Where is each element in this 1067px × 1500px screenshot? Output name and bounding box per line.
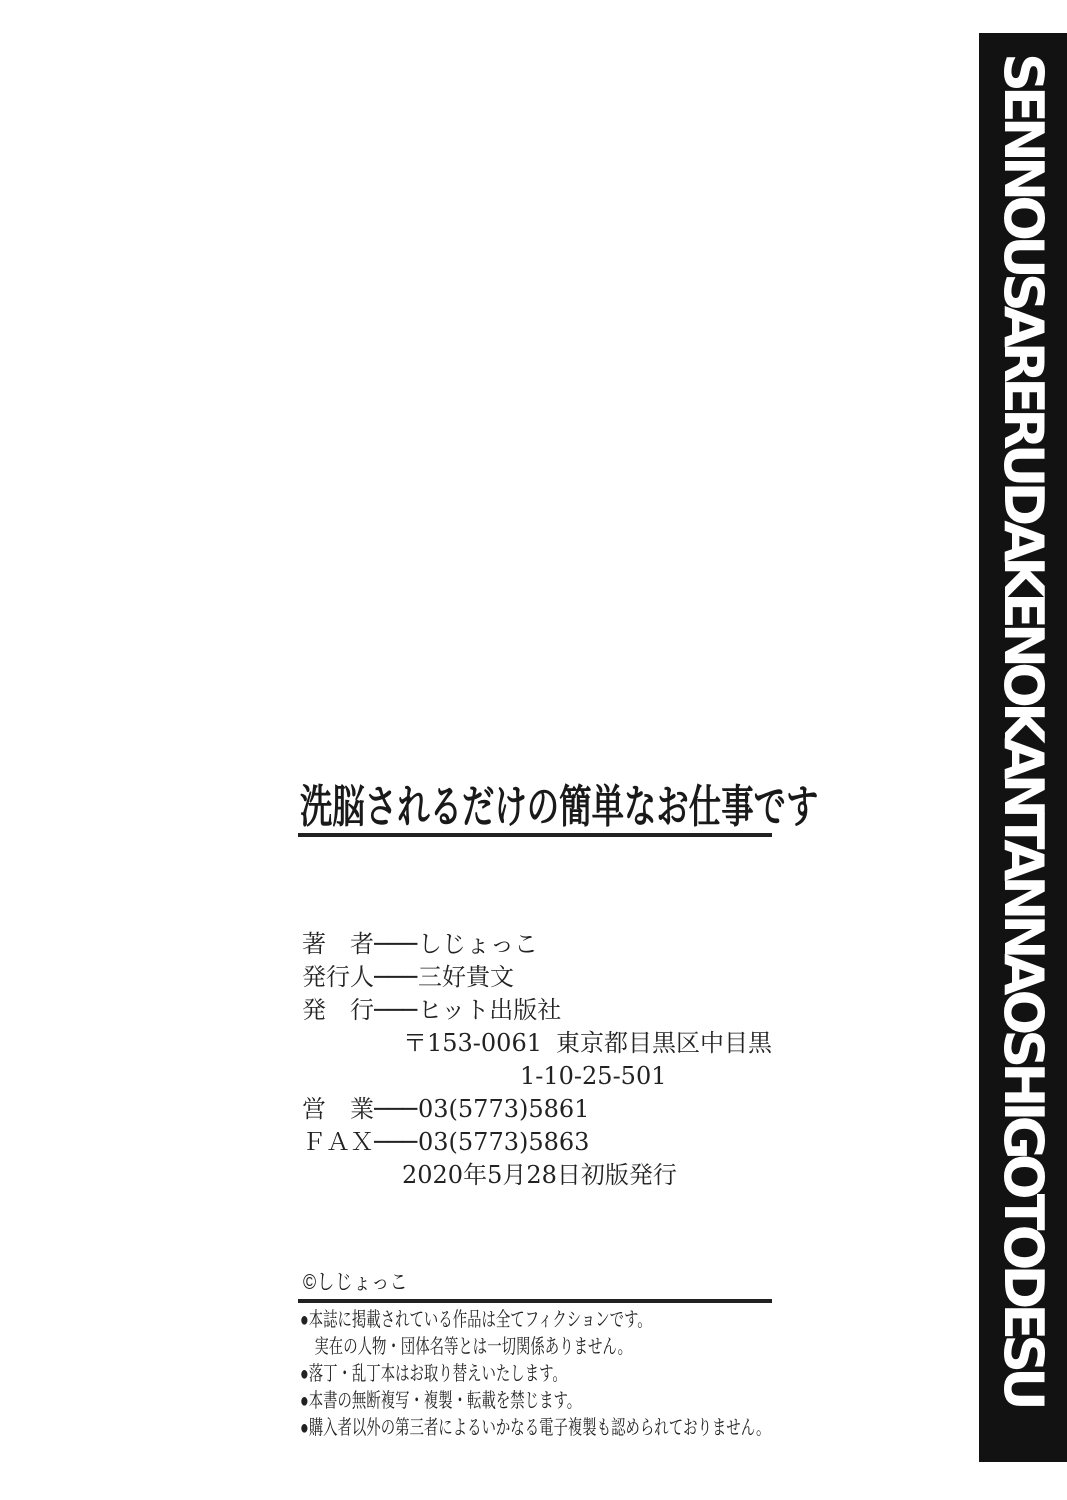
notice-no-digital: ●購入者以外の第三者によるいかなる電子複製も認められておりません。 bbox=[300, 1417, 771, 1439]
colophon-row-publisher bbox=[302, 961, 772, 994]
fax-phone: 03(5773)5863 bbox=[418, 1128, 590, 1156]
colophon-row-sales bbox=[302, 1093, 772, 1126]
copyright-line: ©しじょっこ bbox=[303, 1271, 408, 1294]
label-dash: ─── bbox=[374, 1128, 418, 1156]
colophon-block bbox=[302, 928, 772, 1192]
colophon-row-imprint bbox=[302, 994, 772, 1027]
fax-label: ＦＡＸ bbox=[302, 1128, 374, 1156]
colophon-row-address1 bbox=[302, 1027, 772, 1060]
address-line2: 1-10-25-501 bbox=[520, 1062, 667, 1090]
sales-phone: 03(5773)5861 bbox=[418, 1095, 590, 1123]
author-label: 著 者 bbox=[302, 930, 374, 958]
spine-bar bbox=[979, 33, 1067, 1462]
notices-divider bbox=[298, 1299, 772, 1303]
label-dash: ─── bbox=[374, 963, 418, 991]
notice-replacement: ●落丁・乱丁本はお取り替えいたします。 bbox=[300, 1363, 567, 1385]
notice-fiction-cont: 実在の人物・団体名等とは一切関係ありません。 bbox=[314, 1336, 633, 1358]
label-dash: ─── bbox=[374, 996, 418, 1024]
author-value: しじょっこ bbox=[418, 930, 538, 958]
legal-notices bbox=[300, 1307, 953, 1442]
colophon-row-fax bbox=[302, 1126, 772, 1159]
notice-no-copying: ●本書の無断複写・複製・転載を禁じます。 bbox=[300, 1390, 582, 1412]
label-dash: ─── bbox=[374, 1095, 418, 1123]
sales-label: 営 業 bbox=[302, 1095, 374, 1123]
notice-fiction: ●本誌に掲載されている作品は全てフィクションです。 bbox=[300, 1309, 652, 1331]
romaji-title-vertical: SENNOUSARERUDAKENOKANTANNAOSHIGOTODESU bbox=[992, 53, 1055, 1405]
colophon-row-address2 bbox=[302, 1060, 772, 1093]
book-title: 洗脳されるだけの簡単なお仕事です bbox=[300, 781, 819, 832]
label-dash: ─── bbox=[374, 930, 418, 958]
title-underline bbox=[298, 833, 772, 837]
colophon-row-edition bbox=[302, 1159, 772, 1192]
publisher-value: 三好貴文 bbox=[418, 963, 514, 991]
edition-date: 2020年5月28日初版発行 bbox=[402, 1161, 677, 1189]
colophon-row-author bbox=[302, 928, 772, 961]
publisher-label: 発行人 bbox=[302, 963, 374, 991]
imprint-value: ヒット出版社 bbox=[418, 996, 562, 1024]
address-line1: 東京都目黒区中目黒 bbox=[556, 1029, 772, 1057]
postal-code: 〒153-0061 bbox=[403, 1029, 542, 1057]
imprint-label: 発 行 bbox=[302, 996, 374, 1024]
